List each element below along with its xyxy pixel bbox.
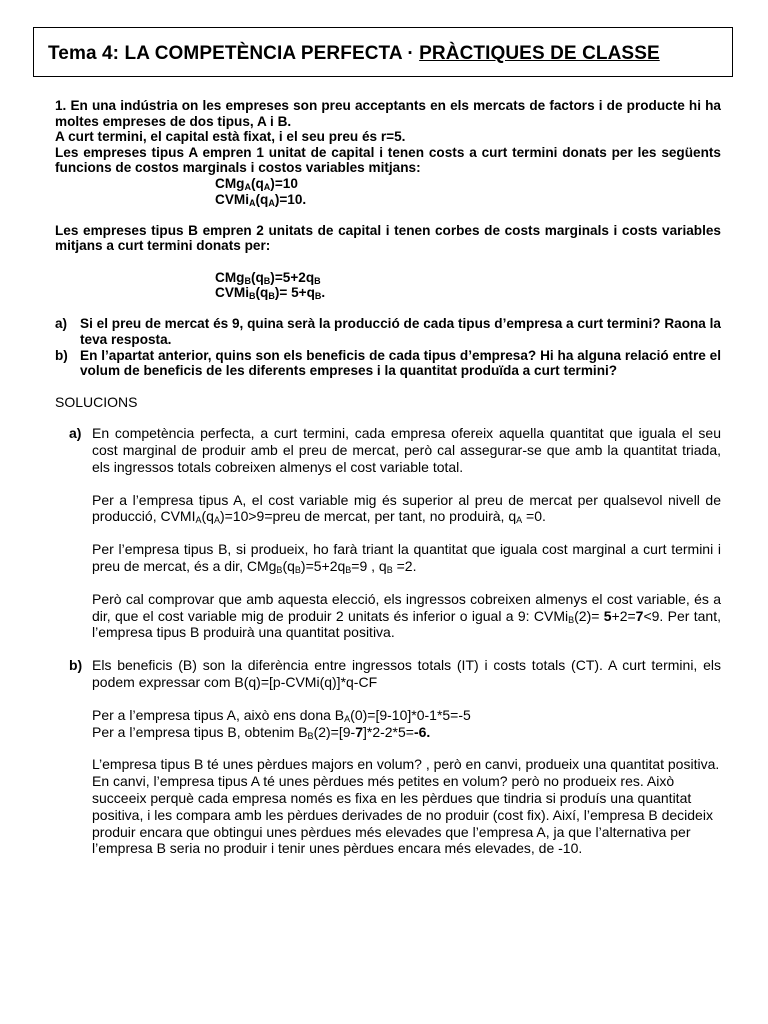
solution-a-p4: Però cal comprovar que amb aquesta elecció, els ingressos cobreixen almenys el cost variable, és a dir, que el cost variable mig de produir 2 unitats és inferior o igual a 9: CVMi$_B$(2)= 5+2=7<9. Per tant, l’empresa tipus B produirà una quantitat positiva. — [92, 590, 721, 641]
problem-type-b: Les empreses tipus B empren 2 unitats de capital i tenen corbes de costs marginals i costs variables mitjans a curt termini donats per: — [55, 222, 721, 254]
solution-b-p2: Per a l’empresa tipus A, això ens dona $B_A(0)=[9-10]*0-1*5=-5$ Per a l’empresa tipus B, obtenim $B_B(2)=[9-7]*2-2*5=-6$. — [92, 706, 471, 741]
formula-b-average: $CVMi_B(q_B)= 5+q_B$. — [215, 285, 326, 302]
question-b: b) En l’apartat anterior, quins son els beneficis de cada tipus d’empresa? Hi ha alguna relació entre el volum de beneficis de les diferents empreses i la quantitat produïda a curt termini? — [55, 347, 721, 379]
formula-a-marginal: $CMg_A(q_A)=10$ — [215, 175, 298, 192]
title-prefix: Tema 4: — [48, 43, 120, 64]
problem-intro: 1. En una indústria on les empreses son preu acceptants en els mercats de factors i de producte hi ha moltes empreses de dos tipus, A i B. — [55, 98, 721, 129]
problem-type-a: Les empreses tipus A empren 1 unitat de capital i tenen costs a curt termini donats per les següents funcions de costos marginals i costos variables mitjans: — [55, 144, 721, 176]
problem-capital: A curt termini, el capital està fixat, i el seu preu és r=5. — [55, 129, 406, 145]
solution-b-p3: L’empresa tipus B té unes pèrdues majors en volum? , però en canvi, produeix una quantitat positiva. En canvi, l’empresa tipus A té unes pèrdues més petites en volum? però no produeix res. Això succeeix perquè cada empresa només es fixa en les pèrdues que tindria si produís una quantitat positiva, i les compara amb les pèrdues derivades de no produir (cost fix). Així, l’empresa B decideix produir encara que obtingui unes pèrdues més elevades que l’empresa A, ja que l’alternativa per l’empresa B seria no produir i tenir unes pèrdues encara més elevades, de -10. — [92, 756, 720, 857]
page-title — [48, 43, 660, 65]
formula-a-average: $CVMi_A(q_A)=10$. — [215, 191, 307, 208]
title-main: LA COMPETÈNCIA PERFECTA · — [124, 43, 414, 64]
document-body — [55, 98, 721, 857]
solution-a-p1: En competència perfecta, a curt termini, cada empresa ofereix aquella quantitat que iguala el seu cost marginal de produir amb el preu de mercat, però cal assegurar-se que amb la quantitat triada, els ingressos totals cobreixen almenys el cost variable total. — [92, 425, 721, 475]
solution-b: b) Els beneficis (B) son la diferència entre ingressos totals (IT) i costs totals (CT). A curt termini, els podem expressar com B(q)=[p-CVMi(q)]*q-CF Per a l’empresa tipus A, això ens dona $B_A(0)=[9-10]*0-1*5=-5$ Per a l’empresa tipus B, obtenim $B_B(2)=[9-7]*2-2*5=-6$. L’empresa tipus B té unes pèrdues majors en volum? , però en canvi, produeix una quantitat positiva. En canvi, l’empresa tipus A té unes pèrdues més petites en volum? però no produeix res. Això succeeix perquè cada empresa només es fixa en les pèrdues que tindria si produís una quantitat positiva, i les compara amb les pèrdues derivades de no produir (cost fix). Així, l’empresa B decideix produir encara que obtingui unes pèrdues més elevades que l’empresa A, ja que l’alternativa per l’empresa B seria no produir i tenir unes pèrdues encara més elevades, de -10. — [69, 657, 721, 857]
solution-a-p3: Per l’empresa tipus B, si produeix, ho farà triant la quantitat que iguala cost marginal a curt termini i preu de mercat, és a dir, $CMg_B(q_B)=5+2q_B=9$ , $q_B =2$. — [92, 541, 721, 576]
solutions-heading: SOLUCIONS — [55, 393, 138, 410]
formula-b-marginal: $CMg_B(q_B)=5+2q_B$ — [215, 269, 321, 286]
solution-a-p2: Per a l’empresa tipus A, el cost variable mig és superior al preu de mercat per qualsevol nivell de producció, $CVMI_A(q_A)=10>9=preu$ de mercat, per tant, no produirà, $q_A =0$. — [92, 491, 721, 526]
solution-a: a) En competència perfecta, a curt termini, cada empresa ofereix aquella quantitat que iguala el seu cost marginal de produir amb el preu de mercat, però cal assegurar-se que amb la quantitat triada, els ingressos totals cobreixen almenys el cost variable total. Per a l’empresa tipus A, el cost variable mig és superior al preu de mercat per qualsevol nivell de producció, $CVMI_A(q_A)=10>9=preu$ de mercat, per tant, no produirà, $q_A =0$. Per l’empresa tipus B, si produeix, ho farà triant la quantitat que iguala cost marginal a curt termini i preu de mercat, és a dir, $CMg_B(q_B)=5+2q_B=9$ , $q_B =2$. Però cal comprovar que amb aquesta elecció, els ingressos cobreixen almenys el cost variable, és a dir, que el cost variable mig de produir 2 unitats és inferior o igual a 9: CVMi$_B$(2)= 5+2=7<9. Per tant, l’empresa tipus B produirà una quantitat positiva. — [69, 425, 721, 641]
title-box — [33, 27, 733, 77]
title-underlined: PRÀCTIQUES DE CLASSE — [419, 43, 660, 64]
question-a: a) Si el preu de mercat és 9, quina serà la producció de cada tipus d’empresa a curt termini? Raona la teva resposta. — [55, 316, 721, 347]
solution-b-p1: Els beneficis (B) son la diferència entre ingressos totals (IT) i costs totals (CT). A curt termini, els podem expressar com B(q)=[p-CVMi(q)]*q-CF — [92, 657, 721, 691]
